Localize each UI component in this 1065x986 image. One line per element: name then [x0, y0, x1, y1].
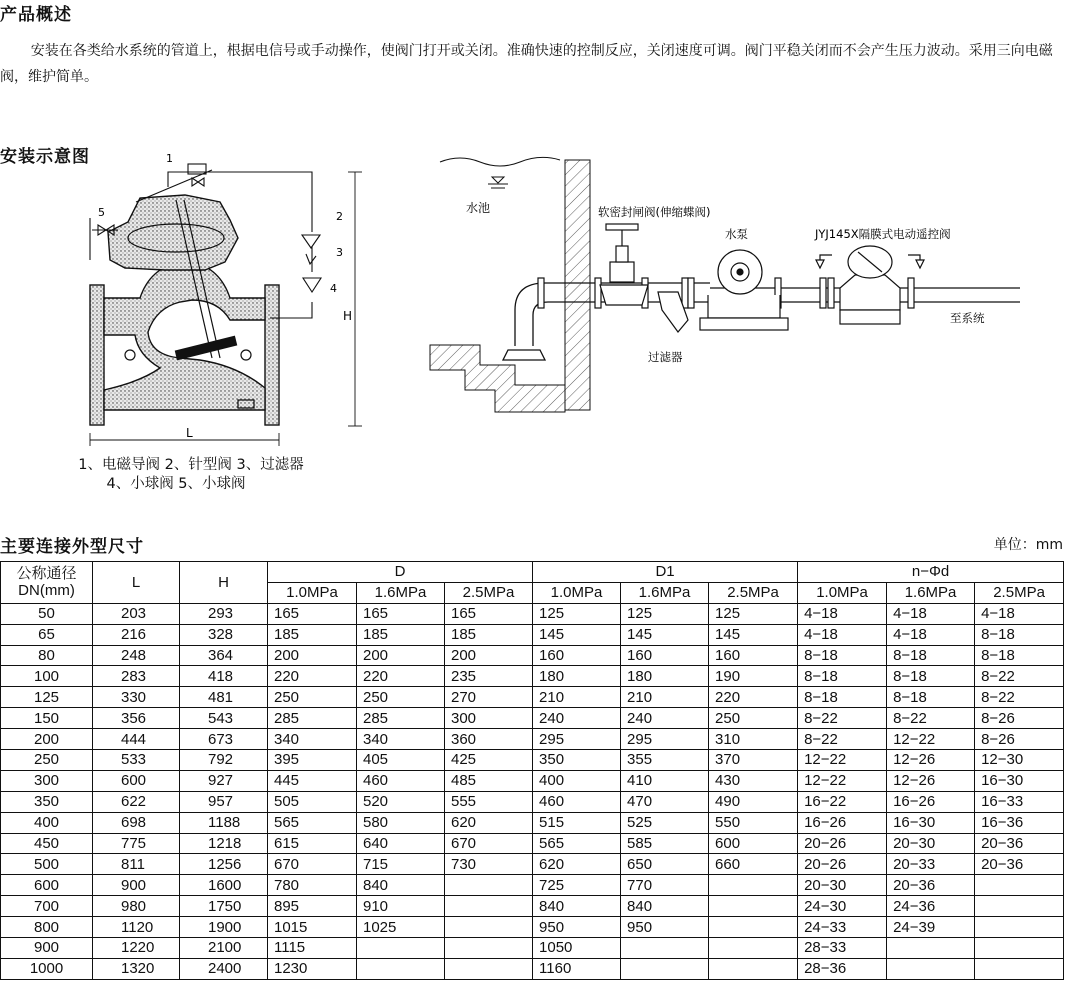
table-cell: 12−30	[975, 750, 1064, 771]
table-cell: 12−22	[887, 729, 975, 750]
table-cell: 400	[1, 812, 93, 833]
table-row	[1, 875, 1064, 896]
table-cell	[621, 938, 709, 959]
table-cell: 1320	[93, 958, 180, 979]
label-control-valve: JYJ145X隔膜式电动遥控阀	[815, 227, 951, 241]
table-cell: 450	[1, 833, 93, 854]
table-cell: 620	[445, 812, 533, 833]
table-cell: 125	[621, 603, 709, 624]
table-cell: 910	[357, 896, 445, 917]
table-cell: 8−22	[975, 687, 1064, 708]
table-cell: 150	[1, 708, 93, 729]
table-cell: 295	[621, 729, 709, 750]
table-cell: 285	[357, 708, 445, 729]
table-cell: 210	[533, 687, 621, 708]
table-cell: 28−36	[798, 958, 887, 979]
table-cell: 4−18	[798, 624, 887, 645]
table-row	[1, 603, 1064, 624]
table-cell: 20−33	[887, 854, 975, 875]
table-cell: 350	[533, 750, 621, 771]
table-cell: 840	[533, 896, 621, 917]
table-cell: 1115	[268, 938, 357, 959]
table-cell: 160	[709, 645, 798, 666]
table-cell: 500	[1, 854, 93, 875]
table-cell: 330	[93, 687, 180, 708]
table-cell: 235	[445, 666, 533, 687]
table-cell: 216	[93, 624, 180, 645]
table-cell: 203	[93, 603, 180, 624]
table-cell: 8−18	[798, 687, 887, 708]
table-cell: 8−18	[975, 624, 1064, 645]
table-cell: 8−18	[887, 645, 975, 666]
table-cell: 190	[709, 666, 798, 687]
table-cell: 8−22	[798, 708, 887, 729]
table-cell: 16−36	[975, 812, 1064, 833]
table-cell: 80	[1, 645, 93, 666]
table-cell: 600	[93, 770, 180, 791]
table-cell: 4−18	[975, 603, 1064, 624]
header-pressure: 2.5MPa	[709, 582, 798, 603]
table-cell: 485	[445, 770, 533, 791]
header-pressure: 2.5MPa	[445, 582, 533, 603]
table-cell: 250	[357, 687, 445, 708]
table-row	[1, 708, 1064, 729]
callout-4: 4	[330, 282, 337, 295]
table-cell: 698	[93, 812, 180, 833]
table-cell: 12−22	[798, 750, 887, 771]
table-cell	[975, 917, 1064, 938]
header-d: D	[268, 562, 533, 583]
callout-5: 5	[98, 206, 105, 219]
table-cell: 350	[1, 791, 93, 812]
table-cell: 840	[621, 896, 709, 917]
table-cell: 470	[621, 791, 709, 812]
table-cell: 2100	[180, 938, 268, 959]
table-cell: 240	[621, 708, 709, 729]
header-l: L	[93, 562, 180, 604]
table-cell: 200	[268, 645, 357, 666]
table-cell	[709, 917, 798, 938]
table-cell: 4−18	[887, 603, 975, 624]
table-cell: 533	[93, 750, 180, 771]
table-cell: 185	[357, 624, 445, 645]
table-cell: 20−36	[887, 875, 975, 896]
table-cell: 650	[621, 854, 709, 875]
table-cell: 220	[709, 687, 798, 708]
table-cell: 65	[1, 624, 93, 645]
table-cell: 328	[180, 624, 268, 645]
table-cell: 210	[621, 687, 709, 708]
table-cell: 1230	[268, 958, 357, 979]
table-cell: 405	[357, 750, 445, 771]
header-d1: D1	[533, 562, 798, 583]
table-cell: 20−26	[798, 833, 887, 854]
table-cell: 1120	[93, 917, 180, 938]
table-cell: 12−26	[887, 750, 975, 771]
table-cell: 600	[1, 875, 93, 896]
table-cell	[709, 958, 798, 979]
table-cell: 1015	[268, 917, 357, 938]
table-row	[1, 645, 1064, 666]
dim-label-l: L	[186, 426, 193, 440]
header-dn-line2: DN(mm)	[18, 582, 75, 600]
table-cell: 400	[533, 770, 621, 791]
table-cell: 145	[621, 624, 709, 645]
table-cell: 515	[533, 812, 621, 833]
table-cell: 775	[93, 833, 180, 854]
table-cell: 615	[268, 833, 357, 854]
dimensions-table	[0, 561, 1064, 980]
table-cell: 900	[1, 938, 93, 959]
table-cell: 20−36	[975, 833, 1064, 854]
table-cell	[709, 875, 798, 896]
table-cell: 410	[621, 770, 709, 791]
table-cell	[445, 958, 533, 979]
table-cell: 900	[93, 875, 180, 896]
table-cell: 670	[445, 833, 533, 854]
table-cell: 715	[357, 854, 445, 875]
table-cell: 1220	[93, 938, 180, 959]
table-cell: 240	[533, 708, 621, 729]
table-cell: 250	[268, 687, 357, 708]
table-cell: 460	[357, 770, 445, 791]
table-cell: 200	[1, 729, 93, 750]
table-cell: 481	[180, 687, 268, 708]
table-cell: 620	[533, 854, 621, 875]
table-cell: 1050	[533, 938, 621, 959]
header-pressure: 1.0MPa	[268, 582, 357, 603]
table-cell: 300	[1, 770, 93, 791]
table-cell: 283	[93, 666, 180, 687]
table-cell: 185	[268, 624, 357, 645]
label-pool: 水池	[466, 201, 491, 215]
table-cell: 585	[621, 833, 709, 854]
table-row	[1, 938, 1064, 959]
callout-1: 1	[166, 152, 173, 165]
header-pressure: 1.0MPa	[798, 582, 887, 603]
table-cell: 16−33	[975, 791, 1064, 812]
table-cell: 300	[445, 708, 533, 729]
table-row	[1, 687, 1064, 708]
table-cell: 8−26	[975, 708, 1064, 729]
table-cell: 24−30	[798, 896, 887, 917]
table-cell	[445, 896, 533, 917]
table-cell: 770	[621, 875, 709, 896]
table-cell: 927	[180, 770, 268, 791]
table-cell	[621, 958, 709, 979]
unit-label: 单位：mm	[993, 537, 1063, 553]
table-cell: 160	[533, 645, 621, 666]
table-cell: 1256	[180, 854, 268, 875]
table-cell: 200	[357, 645, 445, 666]
table-cell: 950	[533, 917, 621, 938]
overview-paragraph: 安装在各类给水系统的管道上，根据电信号或手动操作，使阀门打开或关闭。准确快速的控制反应，关闭速度可调。阀门平稳关闭而不会产生压力波动。采用三向电磁阀，维护简单。	[0, 43, 1053, 85]
table-row	[1, 833, 1064, 854]
table-cell: 310	[709, 729, 798, 750]
table-cell	[357, 958, 445, 979]
table-cell: 1900	[180, 917, 268, 938]
callout-3: 3	[336, 246, 343, 259]
header-pressure: 2.5MPa	[975, 582, 1064, 603]
table-cell	[709, 896, 798, 917]
table-cell: 355	[621, 750, 709, 771]
table-cell: 1160	[533, 958, 621, 979]
header-nd: n−Φd	[798, 562, 1064, 583]
label-to-system: 至系统	[950, 311, 985, 325]
table-cell: 555	[445, 791, 533, 812]
table-cell	[887, 938, 975, 959]
table-cell: 8−18	[975, 645, 1064, 666]
table-row	[1, 917, 1064, 938]
table-row	[1, 624, 1064, 645]
table-cell: 16−22	[798, 791, 887, 812]
table-cell: 270	[445, 687, 533, 708]
table-cell: 180	[621, 666, 709, 687]
table-cell: 200	[445, 645, 533, 666]
table-cell: 145	[709, 624, 798, 645]
table-cell: 185	[445, 624, 533, 645]
table-cell: 1750	[180, 896, 268, 917]
table-cell: 364	[180, 645, 268, 666]
table-cell: 340	[357, 729, 445, 750]
table-row	[1, 812, 1064, 833]
table-cell: 248	[93, 645, 180, 666]
table-cell: 180	[533, 666, 621, 687]
table-cell	[445, 875, 533, 896]
table-cell: 640	[357, 833, 445, 854]
table-cell: 24−36	[887, 896, 975, 917]
table-cell: 800	[1, 917, 93, 938]
table-cell: 20−30	[798, 875, 887, 896]
table-cell: 295	[533, 729, 621, 750]
table-body	[1, 603, 1064, 979]
table-cell: 957	[180, 791, 268, 812]
table-cell: 250	[709, 708, 798, 729]
table-cell: 980	[93, 896, 180, 917]
table-cell: 811	[93, 854, 180, 875]
section-title-install-diagram: 安装示意图	[0, 147, 90, 167]
table-cell: 1600	[180, 875, 268, 896]
label-filter: 过滤器	[648, 350, 683, 364]
label-gate-valve: 软密封闸阀(伸缩蝶阀)	[598, 205, 711, 219]
header-pressure: 1.6MPa	[621, 582, 709, 603]
table-cell: 125	[709, 603, 798, 624]
table-cell	[445, 917, 533, 938]
table-cell: 293	[180, 603, 268, 624]
table-cell: 565	[533, 833, 621, 854]
table-cell: 425	[445, 750, 533, 771]
table-row	[1, 729, 1064, 750]
table-cell: 430	[709, 770, 798, 791]
table-cell: 565	[268, 812, 357, 833]
table-cell: 950	[621, 917, 709, 938]
table-row	[1, 896, 1064, 917]
table-cell	[709, 938, 798, 959]
table-cell: 250	[1, 750, 93, 771]
table-cell: 1025	[357, 917, 445, 938]
table-cell: 24−33	[798, 917, 887, 938]
valve-section-drawing	[80, 150, 370, 450]
callout-2: 2	[336, 210, 343, 223]
table-cell	[975, 958, 1064, 979]
table-cell: 444	[93, 729, 180, 750]
table-cell: 700	[1, 896, 93, 917]
table-cell	[357, 938, 445, 959]
table-cell: 792	[180, 750, 268, 771]
table-cell: 8−18	[798, 666, 887, 687]
table-cell: 28−33	[798, 938, 887, 959]
diagram-caption-line1: 1、电磁导阀 2、针型阀 3、过滤器	[78, 457, 304, 473]
table-cell: 8−22	[975, 666, 1064, 687]
table-cell: 550	[709, 812, 798, 833]
table-cell: 12−26	[887, 770, 975, 791]
table-cell: 1000	[1, 958, 93, 979]
table-cell: 50	[1, 603, 93, 624]
table-cell: 220	[357, 666, 445, 687]
table-cell: 16−26	[798, 812, 887, 833]
table-cell: 20−36	[975, 854, 1064, 875]
table-cell: 660	[709, 854, 798, 875]
table-cell: 780	[268, 875, 357, 896]
table-cell: 520	[357, 791, 445, 812]
table-cell: 16−30	[975, 770, 1064, 791]
table-cell: 670	[268, 854, 357, 875]
diagram-caption-line2: 4、小球阀 5、小球阀	[106, 476, 246, 492]
table-row	[1, 791, 1064, 812]
table-cell: 4−18	[887, 624, 975, 645]
header-pressure: 1.6MPa	[357, 582, 445, 603]
table-cell: 20−30	[887, 833, 975, 854]
table-cell: 340	[268, 729, 357, 750]
table-cell: 8−18	[887, 687, 975, 708]
table-cell: 8−18	[887, 666, 975, 687]
table-cell	[975, 896, 1064, 917]
table-cell: 24−39	[887, 917, 975, 938]
label-pump: 水泵	[725, 227, 748, 241]
table-cell: 1218	[180, 833, 268, 854]
table-cell	[975, 938, 1064, 959]
table-cell: 220	[268, 666, 357, 687]
table-row	[1, 750, 1064, 771]
table-cell: 20−26	[798, 854, 887, 875]
table-row	[1, 854, 1064, 875]
table-cell: 395	[268, 750, 357, 771]
table-cell: 8−22	[887, 708, 975, 729]
table-cell: 160	[621, 645, 709, 666]
table-cell	[975, 875, 1064, 896]
table-row	[1, 666, 1064, 687]
table-cell	[445, 938, 533, 959]
table-cell: 730	[445, 854, 533, 875]
table-cell: 600	[709, 833, 798, 854]
table-cell: 12−22	[798, 770, 887, 791]
table-row	[1, 958, 1064, 979]
header-h: H	[180, 562, 268, 604]
table-cell: 370	[709, 750, 798, 771]
table-cell: 2400	[180, 958, 268, 979]
table-cell: 360	[445, 729, 533, 750]
header-pressure: 1.0MPa	[533, 582, 621, 603]
table-row	[1, 770, 1064, 791]
dim-label-h: H	[343, 309, 353, 323]
table-cell: 145	[533, 624, 621, 645]
table-cell: 125	[533, 603, 621, 624]
header-dn-line1: 公称通径	[16, 565, 77, 583]
table-cell: 418	[180, 666, 268, 687]
table-cell: 4−18	[798, 603, 887, 624]
table-cell: 1188	[180, 812, 268, 833]
pump-station-layout-drawing	[420, 150, 1020, 420]
table-cell: 490	[709, 791, 798, 812]
table-cell: 356	[93, 708, 180, 729]
table-cell: 840	[357, 875, 445, 896]
table-cell: 165	[268, 603, 357, 624]
table-cell: 505	[268, 791, 357, 812]
table-cell: 16−26	[887, 791, 975, 812]
table-cell: 580	[357, 812, 445, 833]
header-dn	[1, 562, 93, 604]
section-title-overview: 产品概述	[0, 5, 72, 25]
header-pressure: 1.6MPa	[887, 582, 975, 603]
table-cell: 673	[180, 729, 268, 750]
table-cell: 125	[1, 687, 93, 708]
table-cell: 895	[268, 896, 357, 917]
table-cell: 725	[533, 875, 621, 896]
table-cell: 8−22	[798, 729, 887, 750]
table-cell	[887, 958, 975, 979]
table-cell: 8−26	[975, 729, 1064, 750]
table-cell: 460	[533, 791, 621, 812]
table-cell: 8−18	[798, 645, 887, 666]
table-cell: 16−30	[887, 812, 975, 833]
table-cell: 543	[180, 708, 268, 729]
table-cell: 165	[445, 603, 533, 624]
section-title-dimensions: 主要连接外型尺寸	[0, 537, 144, 557]
table-cell: 525	[621, 812, 709, 833]
table-cell: 285	[268, 708, 357, 729]
table-cell: 100	[1, 666, 93, 687]
table-cell: 622	[93, 791, 180, 812]
table-cell: 165	[357, 603, 445, 624]
table-cell: 445	[268, 770, 357, 791]
